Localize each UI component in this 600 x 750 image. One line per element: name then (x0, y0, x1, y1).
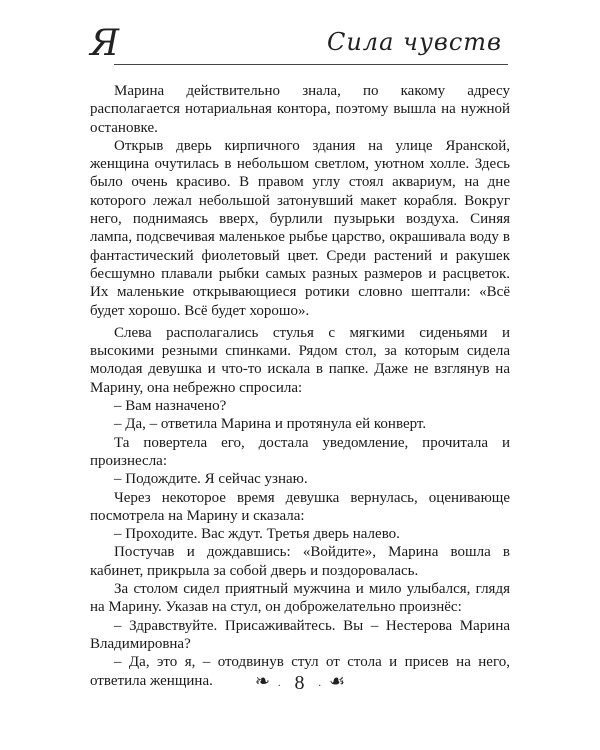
dialogue-line: – Проходите. Вас ждут. Третья дверь налево. (114, 526, 400, 543)
dialogue-line: – Да, это я, – отодвинув стул от стола и присев на него, ответила женщина. (90, 654, 510, 689)
dot-separator: . (318, 678, 321, 689)
page-footer (0, 672, 600, 698)
paragraph: Марина действительно знала, по какому адресу располагается нотариальная контора, поэтому вышла на нужной остановке. (90, 83, 510, 136)
dialogue-line: – Да, – ответила Марина и протянула ей конверт. (114, 416, 427, 433)
running-title: Сила чувств (326, 28, 502, 56)
paragraph: Через некоторое время девушка вернулась, оценивающе посмотрела на Марину и сказала: (90, 489, 510, 524)
paragraph: Постучав и дождавшись: «Войдите», Марина вошла в кабинет, прикрыла за собой дверь и поздоровалась. (90, 544, 510, 579)
dialogue-line: – Здравствуйте. Присаживайтесь. Вы – Нестерова Марина Владимировна? (90, 617, 510, 652)
header-rule (114, 64, 508, 65)
dot-separator: . (277, 678, 281, 689)
dialogue-line: – Вам назначено? (114, 398, 227, 415)
page-number: 8 (294, 672, 305, 694)
body-text (90, 82, 510, 690)
paragraph: Открыв дверь кирпичного здания на улице Яранской, женщина очутилась в небольшом светлом, уютном холле. Здесь было очень красиво. В правом углу стоял аквариум, на дне которого лежал небольшой затонувший макет корабля. Вокруг него, поднимаясь вверх, бурлили пузырьки воздуха. Синяя лампа, подсвечивая маленькое рыбье царство, окрашивала воду в фантастический фиолетовый цвет. Среди растений и ракушек бесшумно плавали рыбки самых разных размеров и расцветок. Их маленькие открывающиеся ротики словно шептали: «Всё будет хорошо. Всё будет хорошо». (90, 137, 510, 319)
right-ornament-icon: ☙ (328, 671, 346, 691)
paragraph: За столом сидел приятный мужчина и мило улыбался, глядя на Марину. Указав на стул, он доброжелательно произнёс: (90, 581, 510, 616)
left-ornament-icon: ❧ (254, 671, 270, 691)
dialogue-line: – Подождите. Я сейчас узнаю. (114, 471, 308, 488)
paragraph: Та повертела его, достала уведомление, прочитала и произнесла: (90, 434, 510, 469)
paragraph: Слева располагались стулья с мягкими сиденьями и высокими резными спинками. Рядом стол, за которым сидела молодая девушка и что-то искала в папке. Даже не взглянув на Марину, она небрежно спросила: (90, 324, 510, 396)
header-initial: Я (90, 23, 120, 64)
running-header (90, 23, 508, 68)
